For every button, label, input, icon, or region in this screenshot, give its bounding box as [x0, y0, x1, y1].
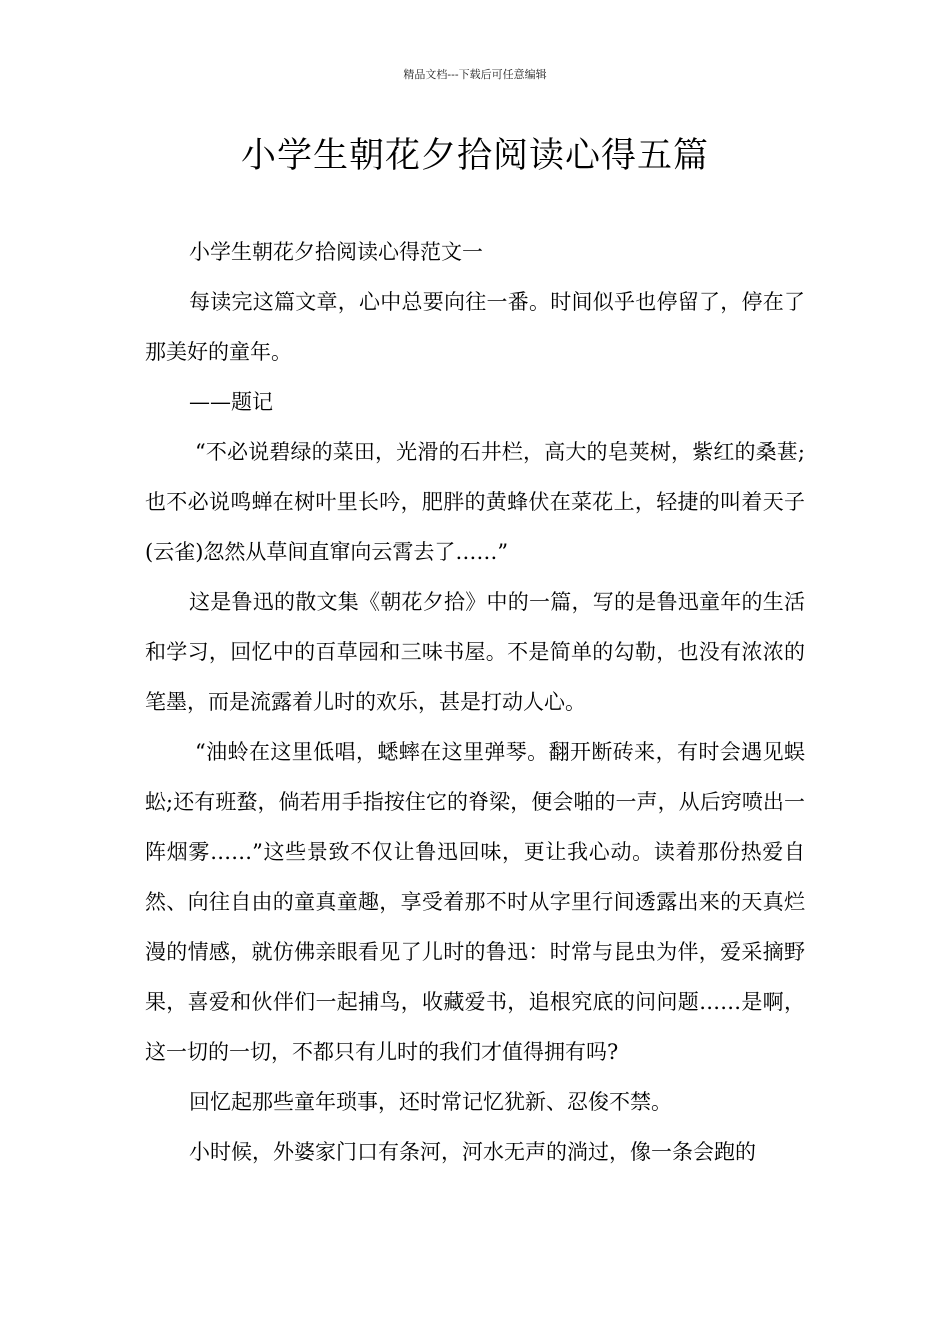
paragraph-quote: “油蛉在这里低唱，蟋蟀在这里弹琴。翻开断砖来，有时会遇见蜈蚣;还有班蝥，倘若用手指按住它的脊梁，便会啪的一声，从后窍喷出一阵烟雾……”这些景致不仅让鲁迅回味，更让我心动。读着那份热爱自然、向往自由的童真童趣，享受着那不时从字里行间透露出来的天真烂漫的情感，就仿佛亲眼看见了儿时的鲁迅：时常与昆虫为伴，爱采摘野果，喜爱和伙伴们一起捕鸟，收藏爱书，追根究底的问问题……是啊，这一切的一切，不都只有儿时的我们才值得拥有吗? — [145, 740, 805, 1064]
paragraph: 小时候，外婆家门口有条河，河水无声的淌过，像一条会跑的 — [189, 1140, 756, 1164]
paragraph: 这是鲁迅的散文集《朝花夕拾》中的一篇，写的是鲁迅童年的生活和学习，回忆中的百草园和三味书屋。不是简单的勾勒，也没有浓浓的笔墨，而是流露着儿时的欢乐，甚是打动人心。 — [145, 590, 805, 714]
document-header-note: 精品文档---下载后可任意编辑 — [403, 68, 547, 81]
paragraph-subtitle: 小学生朝花夕拾阅读心得范文一 — [189, 240, 483, 264]
paragraph: 回忆起那些童年琐事，还时常记忆犹新、忍俊不禁。 — [189, 1090, 672, 1114]
paragraph-quote: “不必说碧绿的菜田，光滑的石井栏，高大的皂荚树，紫红的桑葚;也不必说鸣蝉在树叶里长吟，肥胖的黄蜂伏在菜花上，轻捷的叫着天子(云雀)忽然从草间直窜向云霄去了……” — [145, 440, 805, 564]
paragraph: 每读完这篇文章，心中总要向往一番。时间似乎也停留了，停在了那美好的童年。 — [145, 290, 805, 364]
document-body — [145, 227, 805, 1177]
document-title: 小学生朝花夕拾阅读心得五篇 — [240, 136, 709, 176]
paragraph-epigraph: ——题记 — [189, 390, 273, 414]
